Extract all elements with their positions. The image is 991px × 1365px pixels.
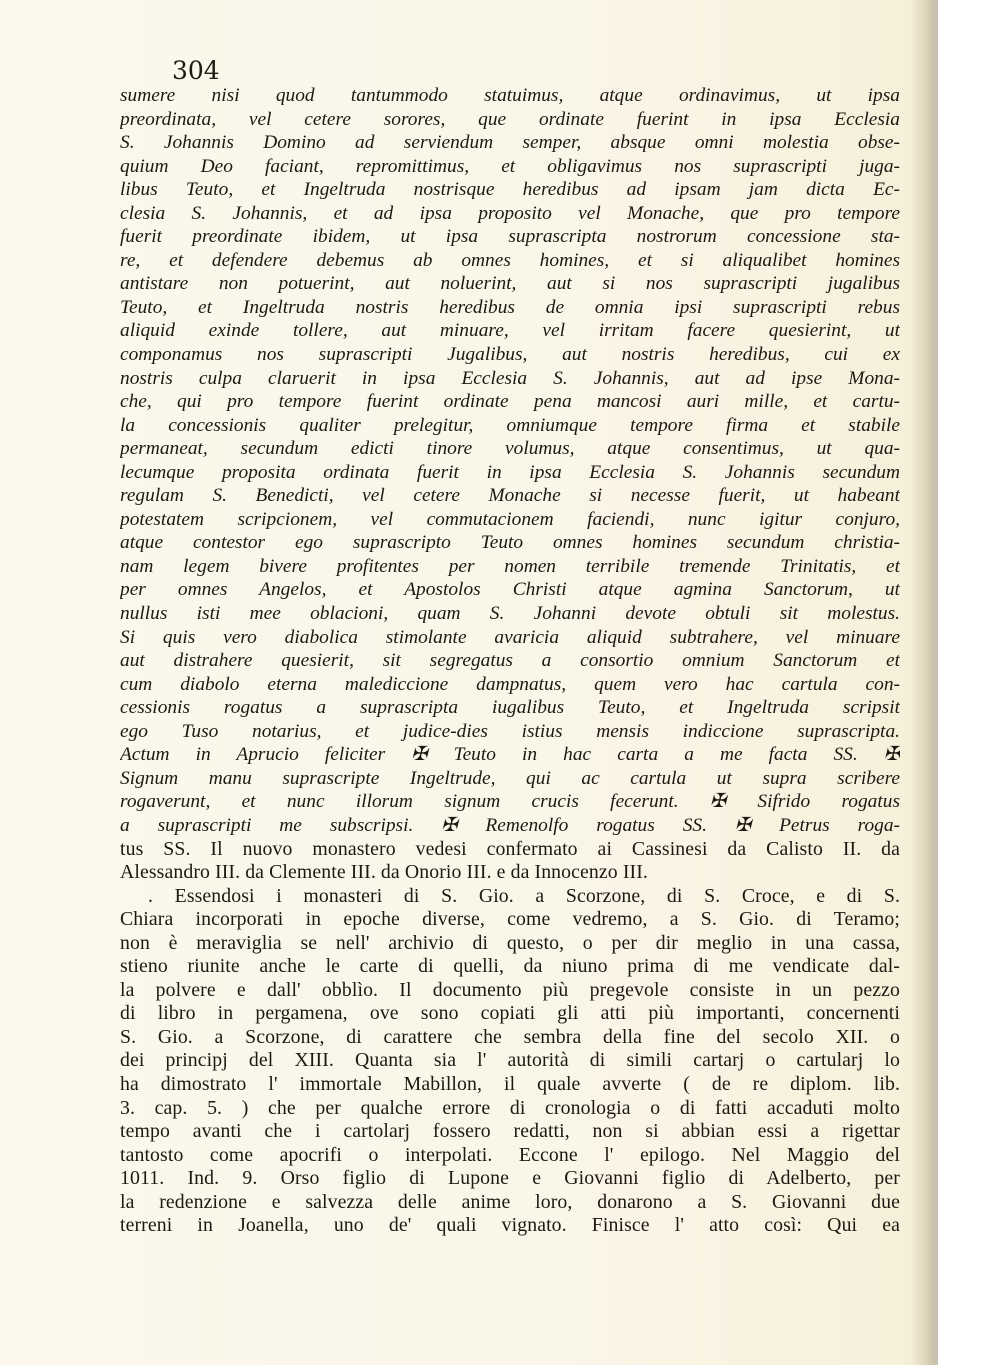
text-line: Alessandro III. da Clemente III. da Onorio III. e da Innocenzo III.: [120, 861, 648, 884]
text-line: stieno riunite anche le carte di quelli, da niuno prima di me vendicate dal-: [120, 955, 900, 978]
text-line: di libro in pergamena, ove sono copiati gli atti più importanti, concernenti: [120, 1002, 900, 1025]
text-line: 1011. Ind. 9. Orso figlio di Lupone e Giovanni figlio di Adelberto, per: [120, 1167, 900, 1190]
text-line: sumere nisi quod tantummodo statuimus, atque ordinavimus, ut ipsa: [120, 85, 900, 106]
page-body-text: [120, 84, 900, 1238]
text-line: nullus isti mee oblacioni, quam S. Johanni devote obtuli sit molestus.: [120, 603, 900, 625]
text-line: terreni in Joanella, uno de' quali vignato. Finisce l' atto così: Qui ea: [120, 1214, 900, 1237]
text-line: ha dimostrato l' immortale Mabillon, il quale avverte ( de re diplom. lib.: [120, 1072, 900, 1095]
text-line: tus SS. Il nuovo monastero vedesi confermato ai Cassinesi da Calisto II. da: [120, 837, 900, 860]
text-line: Signum manu suprascripte Ingeltrude, qui ac cartula ut supra scribere: [120, 767, 900, 789]
text-line: a suprascripti me subscripsi. ✠ Remenolfo rogatus SS. ✠ Petrus roga-: [120, 814, 900, 836]
text-line: nostris culpa claruerit in ipsa Ecclesia S. Johannis, aut ad ipse Mona-: [120, 367, 900, 389]
text-line: . Essendosi i monasteri di S. Gio. a Scorzone, di S. Croce, e di S.: [148, 884, 900, 907]
text-line: ego Tuso notarius, et judice-dies istius mensis indiccione suprascripta.: [120, 720, 900, 742]
text-line: non è meraviglia se nell' archivio di questo, o per dir meglio in una cassa,: [120, 931, 900, 954]
text-line: clesia S. Johannis, et ad ipsa proposito vel Monache, que pro tempore: [120, 202, 900, 224]
text-line: nam legem bivere profitentes per nomen terribile tremende Trinitatis, et: [120, 555, 900, 577]
text-line: 3. cap. 5. ) che per qualche errore di cronologia o di fatti accaduti molto: [120, 1096, 900, 1119]
text-line: permaneat, secundum edicti tinore volumus, atque consentimus, ut qua-: [120, 438, 900, 460]
text-line: regulam S. Benedicti, vel cetere Monache si necesse fuerit, ut habeant: [120, 485, 900, 507]
text-line: tantosto come apocrifi o interpolati. Eccone l' epilogo. Nel Maggio del: [120, 1143, 900, 1166]
text-line: cum diabolo eterna malediccione dampnatus, quem vero hac cartula con-: [120, 673, 900, 695]
text-line: aut distrahere quesierit, sit segregatus a consortio omnium Sanctorum et: [120, 650, 900, 672]
text-line: potestatem scripcionem, vel commutacionem faciendi, nunc igitur conjuro,: [120, 508, 900, 530]
text-line: rogaverunt, et nunc illorum signum crucis fecerunt. ✠ Sifrido rogatus: [120, 791, 900, 813]
text-line: fuerit preordinate ibidem, ut ipsa suprascripta nostrorum concessione sta-: [120, 226, 900, 248]
text-line: re, et defendere debemus ab omnes homines, et si aliqualibet homines: [120, 249, 900, 271]
text-line: che, qui pro tempore fuerint ordinate pena mancosi auri mille, et cartu-: [120, 391, 900, 413]
text-line: S. Gio. a Scorzone, di carattere che sembra della fine del secolo XII. o: [120, 1025, 900, 1048]
text-line: tempo avanti che i cartolarj fossero redatti, non si abbian essi a rigettar: [120, 1120, 900, 1143]
text-line: S. Johannis Domino ad serviendum semper, absque omni molestia obse-: [120, 132, 900, 154]
text-line: atque contestor ego suprascripto Teuto omnes homines secundum christia-: [120, 532, 900, 554]
text-line: lecumque proposita ordinata fuerit in ipsa Ecclesia S. Johannis secundum: [120, 461, 900, 483]
text-line: quium Deo faciant, repromittimus, et obligavimus nos suprascripti juga-: [120, 155, 900, 177]
text-line: dei principj del XIII. Quanta sia l' autorità di simili cartarj o cartularj lo: [120, 1049, 900, 1072]
text-line: la concessionis qualiter prelegitur, omniumque tempore firma et stabile: [120, 414, 900, 436]
text-line: cessionis rogatus a suprascripta iugalibus Teuto, et Ingeltruda scripsit: [120, 697, 900, 719]
text-line: la polvere e dall' obblìo. Il documento più pregevole consiste in un pezzo: [120, 978, 900, 1001]
text-line: Chiara incorporati in epoche diverse, come vedremo, a S. Gio. di Teramo;: [120, 908, 900, 931]
text-line: Si quis vero diabolica stimolante avaricia aliquid subtrahere, vel minuare: [120, 626, 900, 648]
text-line: Actum in Aprucio feliciter ✠ Teuto in hac carta a me facta SS. ✠: [120, 744, 900, 766]
page-number: 304: [172, 56, 220, 85]
text-line: la redenzione e salvezza delle anime loro, donarono a S. Giovanni due: [120, 1190, 900, 1213]
text-line: antistare non potuerint, aut noluerint, aut si nos suprascripti jugalibus: [120, 273, 900, 295]
text-line: Teuto, et Ingeltruda nostris heredibus de omnia ipsi suprascripti rebus: [120, 296, 900, 318]
text-line: preordinata, vel cetere sorores, que ordinate fuerint in ipsa Ecclesia: [120, 108, 900, 130]
page-edge-shadow: [910, 0, 938, 1365]
text-line: aliquid exinde tollere, aut minuare, vel irritam facere quesierint, ut: [120, 320, 900, 342]
text-line: per omnes Angelos, et Apostolos Christi atque agmina Sanctorum, ut: [120, 579, 900, 601]
text-line: componamus nos suprascripti Jugalibus, aut nostris heredibus, cui ex: [120, 344, 900, 366]
text-line: libus Teuto, et Ingeltruda nostrisque heredibus ad ipsam jam dicta Ec-: [120, 179, 900, 201]
